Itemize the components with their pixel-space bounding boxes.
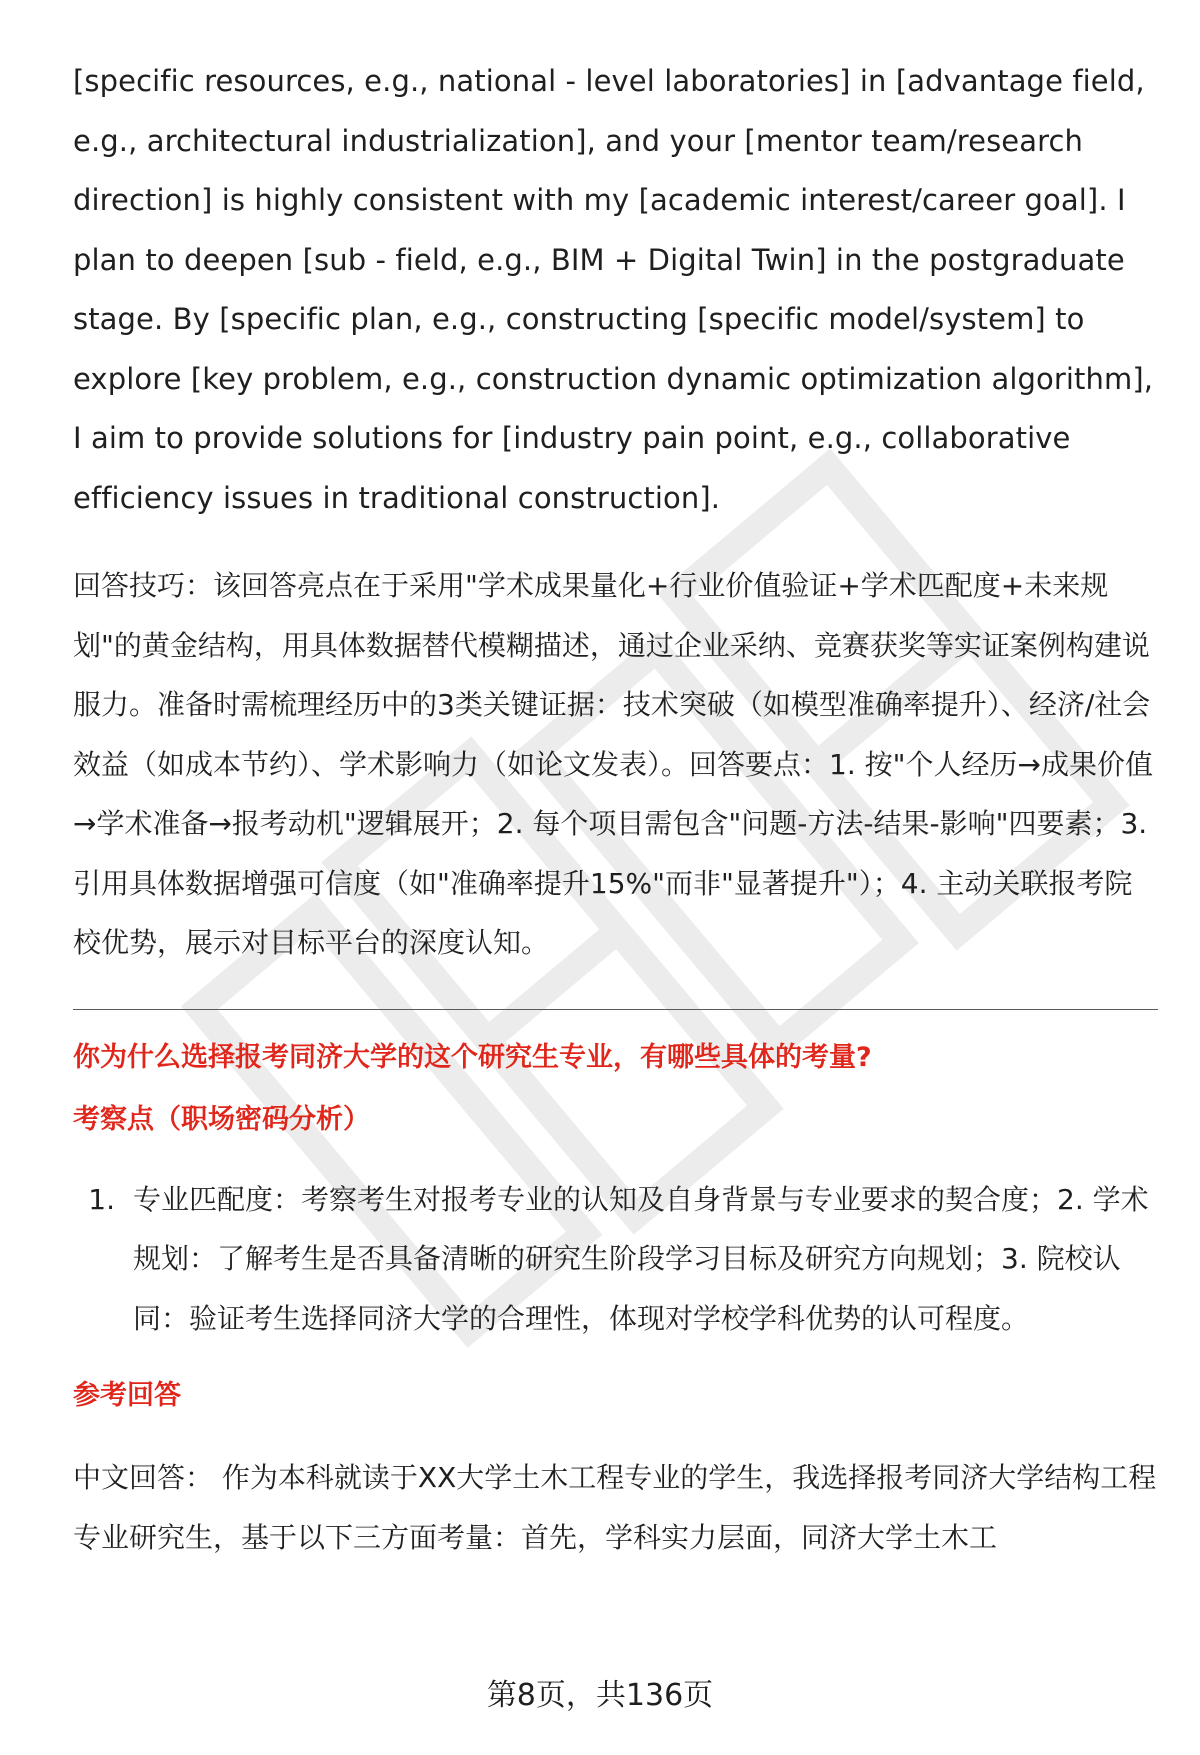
reference-answer-heading: 参考回答 [73, 1380, 181, 1411]
list-number: 1. [88, 1182, 115, 1216]
answer-tips-paragraph: 回答技巧：该回答亮点在于采用"学术成果量化+行业价值验证+学术匹配度+未来规划"的黄金结构，用具体数据替代模糊描述，通过企业采纳、竞赛获奖等实证案例构建说服力。准备时需梳理经历中的3类关键证据：技术突破（如模型准确率提升）、经济/社会效益（如成本节约）、学术影响力（如论文发表）。回答要点：1. 按"个人经历→成果价值→学术准备→报考动机"逻辑展开；2. 每个项目需包含"问题-方法-结果-影响"四要素；3. 引用具体数据增强可信度（如"准确率提升15%"而非"显著提升"）；4. 主动关联报考院校优势，展示对目标平台的深度认知。 [73, 569, 1153, 959]
document-page [73, 52, 1158, 1567]
list-item-text: 专业匹配度：考察考生对报考专业的认知及自身背景与专业要求的契合度；2. 学术规划：了解考生是否具备清晰的研究生阶段学习目标及研究方向规划；3. 院校认同：验证考生选择同济大学的合理性，体现对学校学科优势的认可程度。 [133, 1182, 1149, 1335]
page-footer: 第8页，共136页 [486, 1678, 714, 1713]
intro-english-paragraph: [specific resources, e.g., national - level laboratories] in [advantage field, e.g., architectural industrialization], and your [mentor team/research direction] is highly consistent with my [academic interest/career goal]. I plan to deepen [sub - field, e.g., BIM + Digital Twin] in the postgraduate stage. By [specific plan, e.g., constructing [specific model/system] to explore [key problem, e.g., construction dynamic optimization algorithm], I aim to provide solutions for [industry pain point, e.g., collaborative efficiency issues in traditional construction]. [73, 64, 1154, 515]
chinese-answer-paragraph: 中文回答： 作为本科就读于XX大学土木工程专业的学生，我选择报考同济大学结构工程专业研究生，基于以下三方面考量：首先，学科实力层面，同济大学土木工 [73, 1461, 1157, 1554]
question-heading: 你为什么选择报考同济大学的这个研究生专业，有哪些具体的考量? [73, 1041, 872, 1073]
focus-heading: 考察点（职场密码分析） [73, 1103, 370, 1135]
focus-list-item [73, 1170, 1158, 1349]
section-divider [73, 1009, 1158, 1010]
